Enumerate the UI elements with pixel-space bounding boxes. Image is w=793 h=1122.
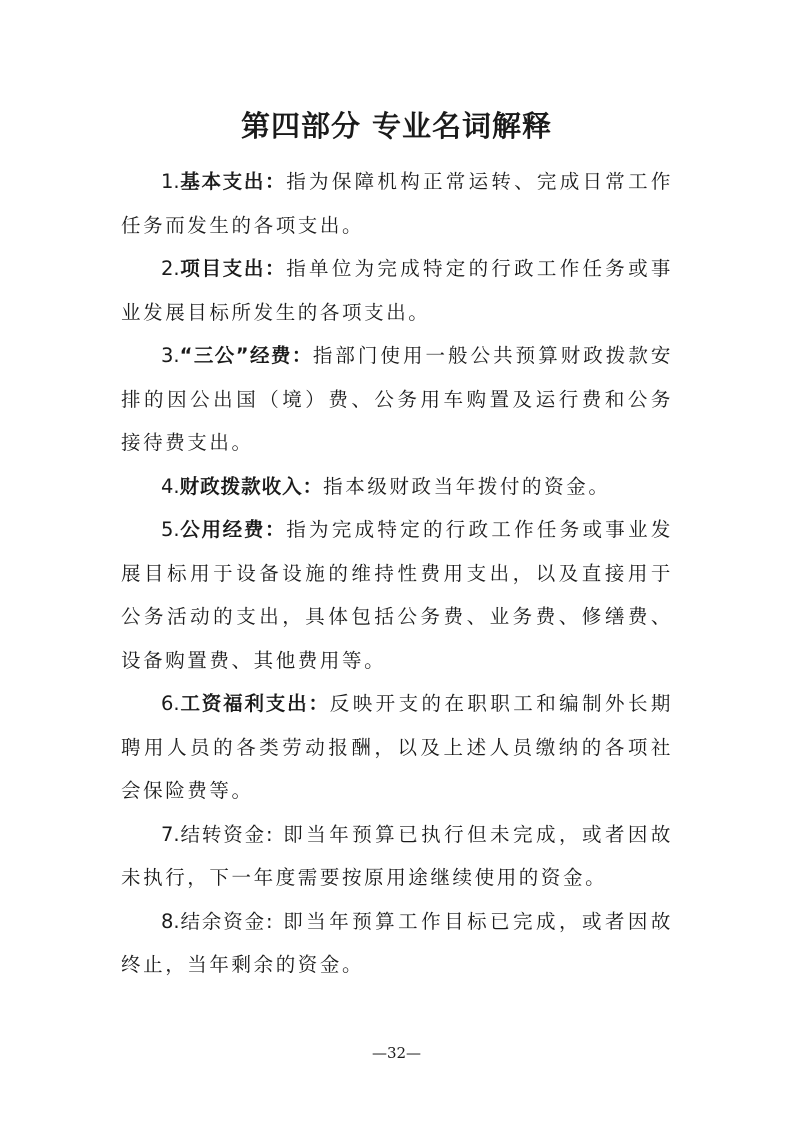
- definition-item: [121, 160, 673, 247]
- page-number: —32—: [371, 1044, 422, 1062]
- item-term: 财政拨款收入：: [179, 474, 324, 498]
- item-term: “三公”经费：: [179, 344, 313, 367]
- item-term: 公用经费：: [179, 518, 287, 541]
- item-text: 指单位为完成特定的行政工作任务或事业发展目标所发生的各项支出。: [121, 257, 673, 324]
- definition-item: [121, 465, 673, 509]
- definition-item: [121, 508, 673, 682]
- item-text: 即当年预算已执行但未完成，或者因故未执行，下一年度需要按原用途继续使用的资金。: [121, 822, 673, 889]
- definition-item: [121, 900, 673, 987]
- item-text: 反映开支的在职职工和编制外长期聘用人员的各类劳动报酬，以及上述人员缴纳的各项社会保险费等。: [121, 692, 673, 802]
- item-number: 1.: [161, 170, 180, 193]
- item-term: 结余资金:: [179, 909, 274, 933]
- item-number: 8.: [161, 909, 180, 933]
- item-text: 即当年预算工作目标已完成，或者因故终止，当年剩余的资金。: [121, 909, 673, 976]
- page-title: 第四部分 专业名词解释: [240, 109, 553, 143]
- item-number: 6.: [161, 692, 180, 715]
- item-term: 项目支出：: [179, 257, 287, 280]
- item-term: 基本支出：: [179, 170, 287, 193]
- definition-item: [121, 813, 673, 900]
- item-term: 工资福利支出：: [179, 692, 330, 715]
- item-number: 4.: [161, 474, 180, 498]
- definitions-list: [121, 160, 673, 987]
- item-number: 5.: [161, 518, 180, 541]
- item-number: 3.: [161, 344, 180, 367]
- definition-item: [121, 247, 673, 334]
- item-term: 结转资金:: [179, 822, 274, 846]
- item-number: 7.: [161, 822, 180, 846]
- item-text: 指本级财政当年拨付的资金。: [323, 474, 611, 498]
- item-text: 指为完成特定的行政工作任务或事业发展目标用于设备设施的维持性费用支出，以及直接用于公务活动的支出，具体包括公务费、业务费、修缮费、设备购置费、其他费用等。: [121, 518, 673, 672]
- item-text: 指为保障机构正常运转、完成日常工作任务而发生的各项支出。: [121, 170, 673, 237]
- definition-item: [121, 682, 673, 813]
- item-text: 指部门使用一般公共预算财政拨款安排的因公出国（境）费、公务用车购置及运行费和公务接待费支出。: [121, 344, 673, 454]
- definition-item: [121, 334, 673, 465]
- item-number: 2.: [161, 257, 180, 280]
